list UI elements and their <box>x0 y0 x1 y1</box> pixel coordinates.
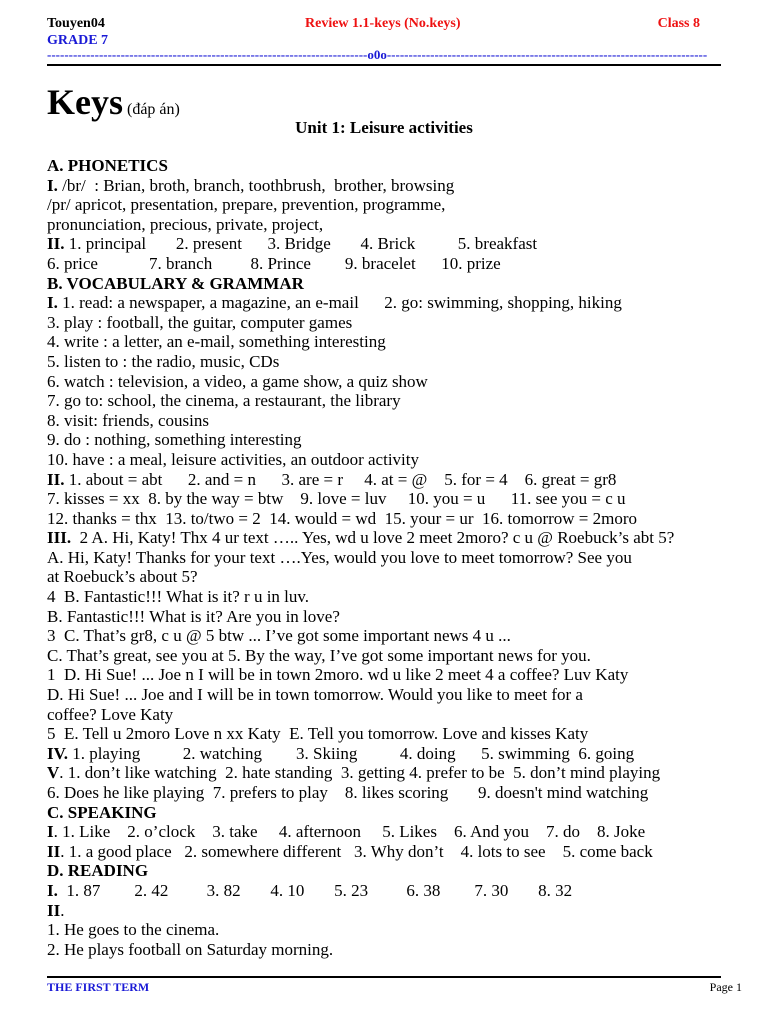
line-text: /pr/ apricot, presentation, prepare, prevention, programme, <box>47 195 446 215</box>
review-title: Review 1.1-keys (No.keys) <box>305 16 461 31</box>
answer-line <box>47 881 747 901</box>
answer-line <box>47 548 747 568</box>
item-label: III. <box>47 528 72 548</box>
answer-line <box>47 293 747 313</box>
section-heading <box>47 156 747 176</box>
item-label: I. <box>47 880 58 900</box>
answer-line <box>47 411 747 431</box>
line-text: 6. price 7. branch 8. Prince 9. bracelet 10. prize <box>47 253 501 273</box>
line-text: 1. 87 2. 42 3. 82 4. 10 5. 23 6. 38 7. 30 8. 32 <box>57 880 573 900</box>
answer-line <box>47 450 747 470</box>
line-text: 1. playing 2. watching 3. Skiing 4. doing 5. swimming 6. going <box>67 743 635 763</box>
answer-line <box>47 607 747 627</box>
line-text: C. That’s great, see you at 5. By the way, I’ve got some important news for you. <box>47 645 591 665</box>
line-text: . 1. don’t like watching 2. hate standing 3. getting 4. prefer to be 5. don’t mind playing <box>59 763 661 783</box>
line-text: 7. kisses = xx 8. by the way = btw 9. love = luv 10. you = u 11. see you = c u <box>47 489 626 509</box>
title-main: Keys <box>47 82 123 122</box>
line-text: 3 C. That’s gr8, c u @ 5 btw ... I’ve got some important news 4 u ... <box>47 626 511 646</box>
line-text: coffee? Love Katy <box>47 704 174 724</box>
answer-line <box>47 744 747 764</box>
grade-label: GRADE 7 <box>47 33 109 48</box>
line-text: . <box>60 900 65 920</box>
line-text: 4. write : a letter, an e-mail, something interesting <box>47 332 386 352</box>
line-text: 10. have : a meal, leisure activities, an outdoor activity <box>47 449 419 469</box>
answer-line <box>47 489 747 509</box>
answer-line <box>47 587 747 607</box>
item-label: II. <box>47 234 65 254</box>
line-text: 1. read: a newspaper, a magazine, an e-mail 2. go: swimming, shopping, hiking <box>57 293 622 313</box>
answer-line <box>47 685 747 705</box>
item-label: I. <box>47 293 58 313</box>
line-text: . 1. Like 2. o’clock 3. take 4. afternoon 5. Likes 6. And you 7. do 8. Joke <box>53 822 646 842</box>
answer-line <box>47 901 747 921</box>
item-label: II. <box>47 469 65 489</box>
section-heading <box>47 861 747 881</box>
answer-line <box>47 470 747 490</box>
line-text: . 1. a good place 2. somewhere different 3. Why don’t 4. lots to see 5. come back <box>60 841 653 861</box>
line-text: 8. visit: friends, cousins <box>47 410 209 430</box>
item-label: II <box>47 841 61 861</box>
answer-key-body <box>47 156 747 959</box>
answer-line <box>47 176 747 196</box>
answer-line <box>47 215 747 235</box>
answer-line <box>47 822 747 842</box>
line-text: D. READING <box>47 861 149 881</box>
line-text: B. Fantastic!!! What is it? Are you in love? <box>47 606 340 626</box>
title-sub: (đáp án) <box>127 101 180 118</box>
line-text: 2 A. Hi, Katy! Thx 4 ur text ….. Yes, wd u love 2 meet 2moro? c u @ Roebuck’s abt 5? <box>71 528 675 548</box>
answer-line <box>47 705 747 725</box>
answer-line <box>47 391 747 411</box>
answer-line <box>47 234 747 254</box>
line-text: A. PHONETICS <box>47 156 168 175</box>
section-heading <box>47 274 747 294</box>
unit-heading: Unit 1: Leisure activities <box>295 118 473 137</box>
answer-line <box>47 783 747 803</box>
item-label: V <box>47 763 60 783</box>
line-text: 12. thanks = thx 13. to/two = 2 14. would = wd 15. your = ur 16. tomorrow = 2moro <box>47 508 638 528</box>
answer-line <box>47 509 747 529</box>
answer-line <box>47 646 747 666</box>
line-text: 9. do : nothing, something interesting <box>47 430 302 450</box>
section-heading <box>47 803 747 823</box>
line-text: 1 D. Hi Sue! ... Joe n I will be in town 2moro. wd u like 2 meet 4 a coffee? Luv Katy <box>47 665 629 685</box>
line-text: 1. He goes to the cinema. <box>47 920 220 940</box>
answer-line <box>47 313 747 333</box>
answer-line <box>47 254 747 274</box>
answer-line <box>47 665 747 685</box>
answer-line <box>47 920 747 940</box>
author-label: Touyen04 <box>47 16 105 31</box>
answer-line <box>47 567 747 587</box>
answer-line <box>47 372 747 392</box>
item-label: I. <box>47 175 58 195</box>
answer-line <box>47 626 747 646</box>
line-text: at Roebuck’s about 5? <box>47 567 198 587</box>
class-label: Class 8 <box>657 16 700 31</box>
line-text: 5 E. Tell u 2moro Love n xx Katy E. Tell you tomorrow. Love and kisses Katy <box>47 724 589 744</box>
answer-line <box>47 528 747 548</box>
answer-line <box>47 763 747 783</box>
term-label: THE FIRST TERM <box>47 980 150 994</box>
line-text: 2. He plays football on Saturday morning. <box>47 939 334 959</box>
header-divider: --------------------------------------------------------------------------o0o-------------------------------------------------------------------------- <box>47 47 708 62</box>
answer-line <box>47 940 747 960</box>
line-text: 6. watch : television, a video, a game show, a quiz show <box>47 371 428 391</box>
item-label: I <box>47 822 54 842</box>
answer-line <box>47 430 747 450</box>
answer-line <box>47 195 747 215</box>
line-text: C. SPEAKING <box>47 802 157 822</box>
line-text: A. Hi, Katy! Thanks for your text ….Yes, would you love to meet tomorrow? See you <box>47 547 632 567</box>
line-text: pronunciation, precious, private, project, <box>47 214 324 234</box>
line-text: B. VOCABULARY & GRAMMAR <box>47 273 304 293</box>
line-text: D. Hi Sue! ... Joe and I will be in town tomorrow. Would you like to meet for a <box>47 685 583 705</box>
item-label: II <box>47 900 61 920</box>
answer-line <box>47 724 747 744</box>
footer-rule <box>47 976 721 978</box>
line-text: 1. about = abt 2. and = n 3. are = r 4. at = @ 5. for = 4 6. great = gr8 <box>64 469 617 489</box>
answer-line <box>47 842 747 862</box>
line-text: 4 B. Fantastic!!! What is it? r u in luv. <box>47 587 310 607</box>
answer-line <box>47 352 747 372</box>
line-text: 5. listen to : the radio, music, CDs <box>47 351 280 371</box>
header-rule <box>47 64 721 66</box>
page-number: Page 1 <box>709 980 742 994</box>
line-text: 3. play : football, the guitar, computer games <box>47 312 353 332</box>
line-text: 1. principal 2. present 3. Bridge 4. Brick 5. breakfast <box>64 234 538 254</box>
line-text: 6. Does he like playing 7. prefers to play 8. likes scoring 9. doesn't mind watching <box>47 783 649 802</box>
answer-line <box>47 332 747 352</box>
line-text: /br/ : Brian, broth, branch, toothbrush, brother, browsing <box>57 175 455 195</box>
line-text: 7. go to: school, the cinema, a restaurant, the library <box>47 391 401 411</box>
item-label: IV. <box>47 743 68 763</box>
page-header <box>47 16 721 64</box>
